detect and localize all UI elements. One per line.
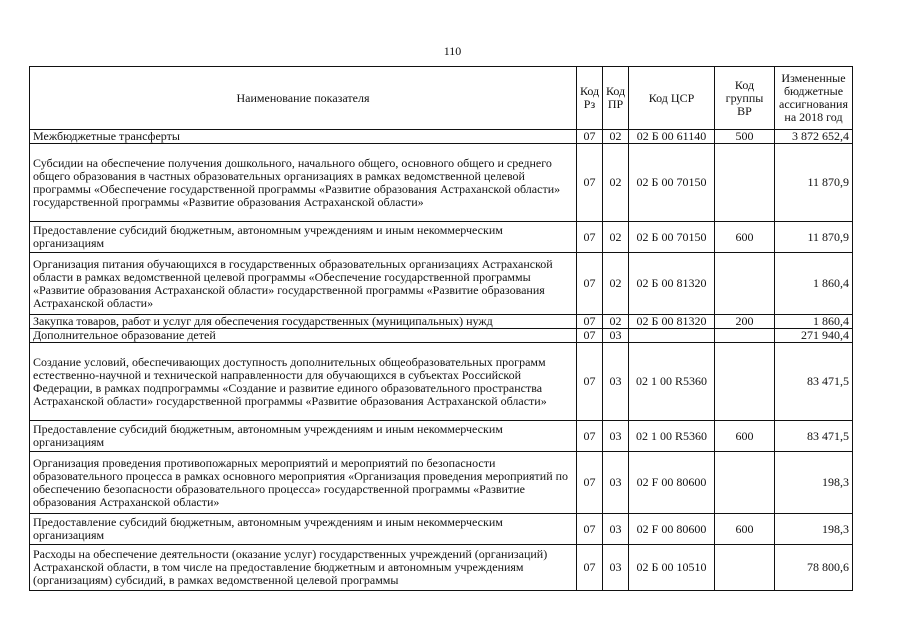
header-name: Наименование показателя [30,67,577,130]
row-rz: 07 [577,144,603,222]
row-name: Закупка товаров, работ и услуг для обеспечения государственных (муниципальных) нужд [30,315,577,329]
row-csr [629,329,715,343]
row-sum: 271 940,4 [775,329,853,343]
row-rz: 07 [577,343,603,421]
row-name: Предоставление субсидий бюджетным, автономным учреждениям и иным некоммерческим организациям [30,222,577,253]
table-row [30,222,853,253]
row-pr: 02 [603,222,629,253]
row-name: Создание условий, обеспечивающих доступность дополнительных общеобразовательных программ естественно-научной и технической направленности для обучающихся в субъектах Российской Федерации, в рамках подпрограммы «Создание и развитие единого образовательного пространства Астраханской области» государственной программы «Развитие образования Астраханской области» [30,343,577,421]
row-pr: 03 [603,343,629,421]
header-rz: Код Рз [577,67,603,130]
row-name: Межбюджетные трансферты [30,130,577,144]
row-csr: 02 Б 00 81320 [629,253,715,315]
table-row [30,315,853,329]
header-vr: Код группы ВР [715,67,775,130]
budget-table [29,66,853,591]
row-csr: 02 Б 00 70150 [629,144,715,222]
row-vr: 200 [715,315,775,329]
row-pr: 03 [603,329,629,343]
row-pr: 03 [603,421,629,452]
row-pr: 03 [603,514,629,545]
row-csr: 02 F 00 80600 [629,452,715,514]
row-csr: 02 1 00 R5360 [629,343,715,421]
row-sum: 78 800,6 [775,545,853,591]
row-vr [715,545,775,591]
row-vr [715,452,775,514]
row-vr [715,329,775,343]
row-name: Дополнительное образование детей [30,329,577,343]
row-rz: 07 [577,222,603,253]
header-pr: Код ПР [603,67,629,130]
row-sum: 1 860,4 [775,315,853,329]
row-csr: 02 Б 00 61140 [629,130,715,144]
table-row [30,253,853,315]
header-sum: Измененные бюджетные ассигнования на 2018 год [775,67,853,130]
row-name: Организация проведения противопожарных мероприятий и мероприятий по безопасности образовательного процесса в рамках основного мероприятия «Организация проведения мероприятий по обеспечению безопасности образовательного процесса» государственной программы «Развитие образования Астраханской области» [30,452,577,514]
row-name: Расходы на обеспечение деятельности (оказание услуг) государственных учреждений (организаций) Астраханской области, в том числе на предоставление бюджетным и автономным учреждениям (организациям) субсидий, в рамках ведомственной целевой программы [30,545,577,591]
table-row [30,452,853,514]
row-vr: 600 [715,514,775,545]
row-rz: 07 [577,421,603,452]
row-sum: 1 860,4 [775,253,853,315]
table-row [30,144,853,222]
row-sum: 198,3 [775,514,853,545]
page-number: 110 [443,44,462,58]
row-sum: 83 471,5 [775,343,853,421]
row-csr: 02 1 00 R5360 [629,421,715,452]
row-vr: 600 [715,222,775,253]
row-pr: 02 [603,315,629,329]
row-csr: 02 Б 00 70150 [629,222,715,253]
table-row [30,130,853,144]
row-pr: 03 [603,452,629,514]
row-sum: 11 870,9 [775,222,853,253]
row-csr: 02 Б 00 10510 [629,545,715,591]
table-row [30,421,853,452]
row-rz: 07 [577,514,603,545]
row-vr [715,144,775,222]
row-sum: 83 471,5 [775,421,853,452]
table-row [30,545,853,591]
row-name: Субсидии на обеспечение получения дошкольного, начального общего, основного общего и среднего общего образования в частных образовательных организациях в рамках ведомственной целевой программы «Обеспечение государственной программы «Развитие образования Астраханской области» государственной программы «Развитие образования Астраханской области» [30,144,577,222]
row-name: Предоставление субсидий бюджетным, автономным учреждениям и иным некоммерческим организациям [30,514,577,545]
row-name: Организация питания обучающихся в государственных образовательных организациях Астраханской области в рамках ведомственной целевой программы «Обеспечение государственной программы «Развитие образования Астраханской области» государственной программы «Развитие образования Астраханской области» [30,253,577,315]
table-row [30,329,853,343]
header-csr: Код ЦСР [629,67,715,130]
table-row [30,514,853,545]
row-rz: 07 [577,130,603,144]
row-vr: 500 [715,130,775,144]
row-sum: 11 870,9 [775,144,853,222]
row-rz: 07 [577,329,603,343]
row-rz: 07 [577,452,603,514]
row-vr [715,343,775,421]
table-row [30,343,853,421]
row-vr [715,253,775,315]
row-rz: 07 [577,545,603,591]
row-rz: 07 [577,253,603,315]
row-csr: 02 F 00 80600 [629,514,715,545]
row-pr: 02 [603,253,629,315]
row-pr: 02 [603,144,629,222]
row-pr: 02 [603,130,629,144]
row-csr: 02 Б 00 81320 [629,315,715,329]
row-pr: 03 [603,545,629,591]
row-rz: 07 [577,315,603,329]
row-sum: 3 872 652,4 [775,130,853,144]
row-name: Предоставление субсидий бюджетным, автономным учреждениям и иным некоммерческим организациям [30,421,577,452]
table-header [30,67,853,130]
row-sum: 198,3 [775,452,853,514]
row-vr: 600 [715,421,775,452]
table-body [30,130,853,591]
